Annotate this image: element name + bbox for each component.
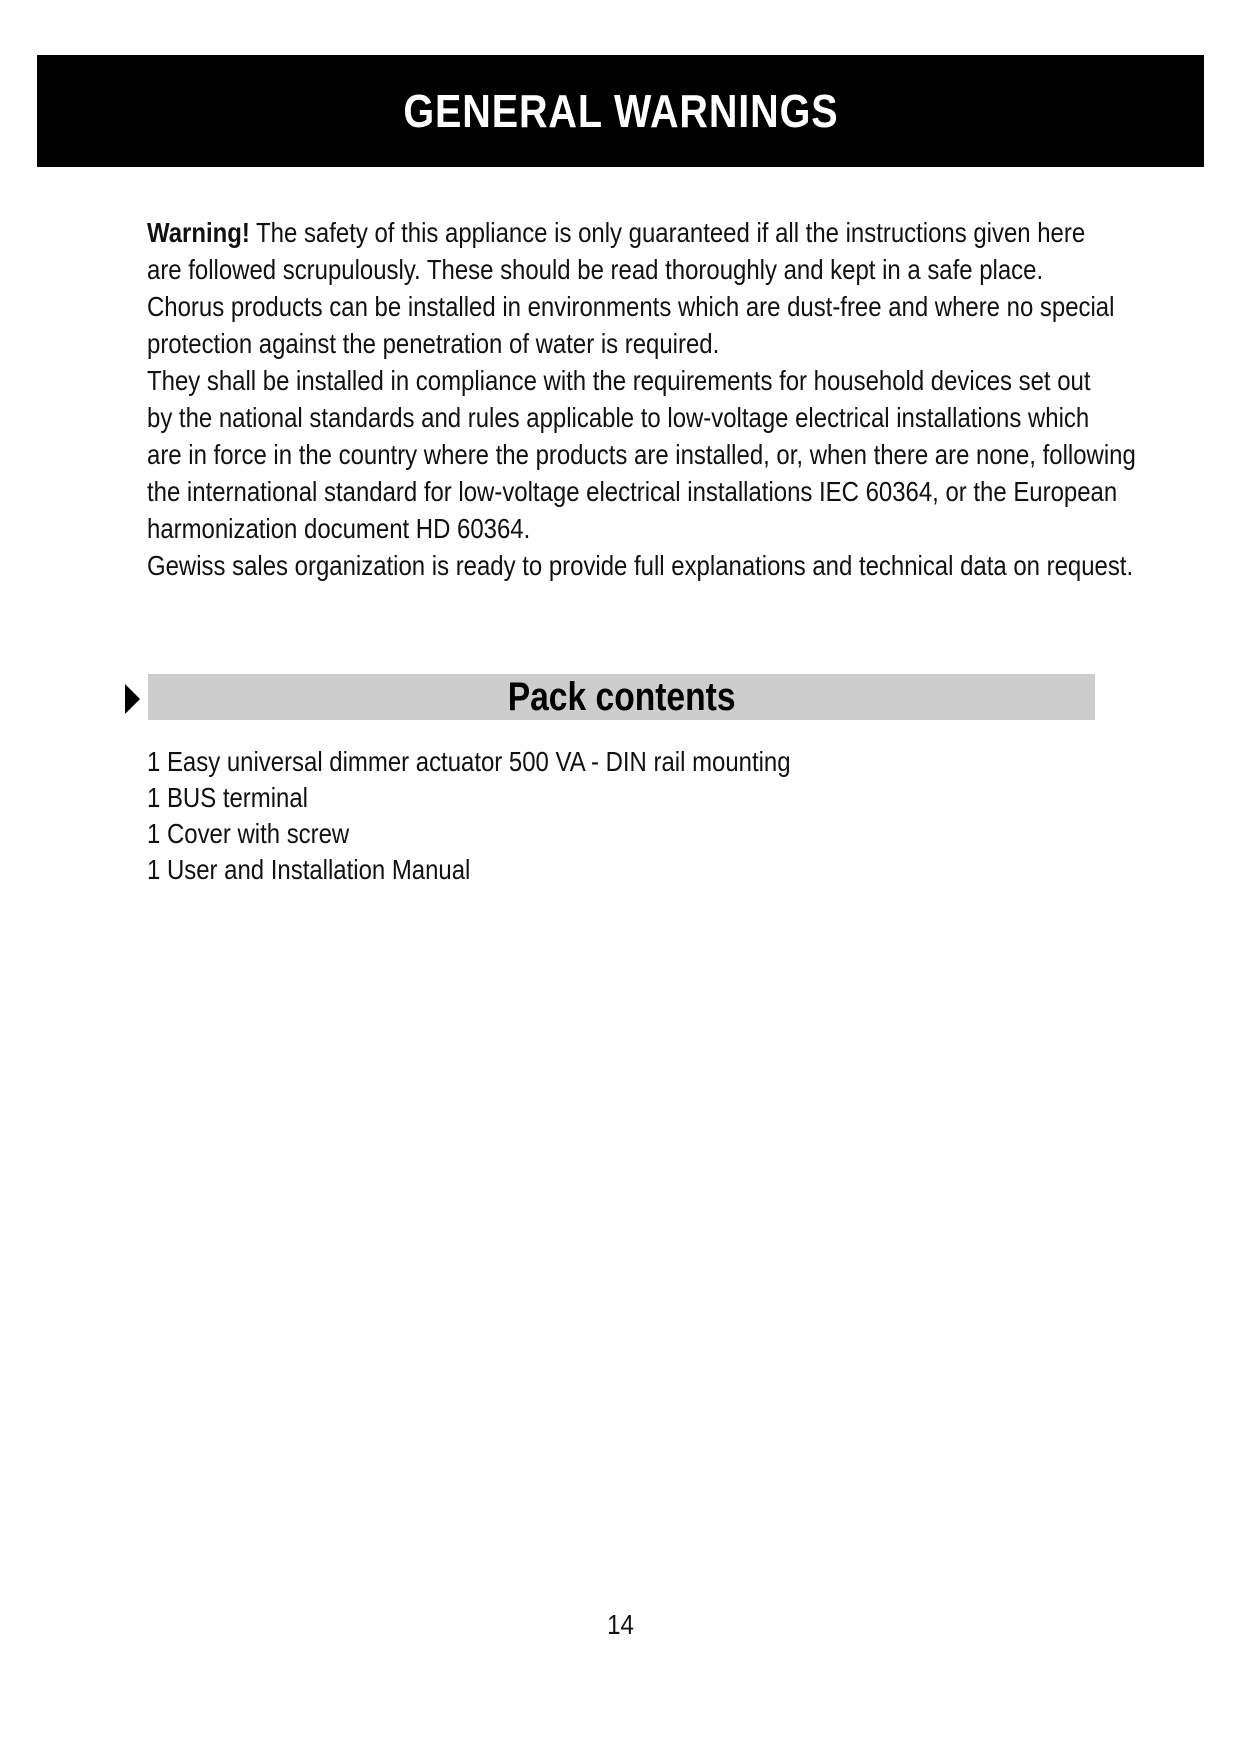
list-item: 1 BUS terminal (147, 782, 308, 813)
page-number: 14 (607, 1609, 634, 1640)
header-bar (37, 55, 1204, 167)
warning-label: Warning! (147, 217, 250, 248)
warning-line-1 (147, 214, 1086, 251)
warning-line-6: by the national standards and rules applicable to low-voltage electrical installations which (147, 402, 1090, 433)
warning-line-1-text: The safety of this appliance is only guaranteed if all the instructions given here (249, 217, 1086, 248)
list-item: 1 Cover with screw (147, 818, 350, 849)
warning-line-10: Gewiss sales organization is ready to provide full explanations and technical data on request. (147, 550, 1134, 581)
section-title: Pack contents (507, 675, 736, 719)
page-title: GENERAL WARNINGS (402, 85, 839, 137)
warning-line-8: the international standard for low-voltage electrical installations IEC 60364, or the European (147, 476, 1118, 507)
warning-line-5: They shall be installed in compliance with the requirements for household devices set out (147, 365, 1091, 396)
warning-line-2: are followed scrupulously. These should be read thoroughly and kept in a safe place. (147, 254, 1044, 285)
warning-line-4: protection against the penetration of water is required. (147, 328, 720, 359)
warning-line-9: harmonization document HD 60364. (147, 513, 531, 544)
warning-text (147, 214, 1147, 584)
list-item: 1 Easy universal dimmer actuator 500 VA - DIN rail mounting (147, 746, 791, 777)
list-item: 1 User and Installation Manual (147, 854, 471, 885)
triangle-right-icon (125, 684, 140, 714)
warning-line-3: Chorus products can be installed in environments which are dust-free and where no special (147, 291, 1115, 322)
pack-contents-header (120, 674, 1100, 722)
warning-line-7: are in force in the country where the products are installed, or, when there are none, following (147, 439, 1136, 470)
pack-contents-list (147, 744, 1047, 888)
section-title-bar (148, 674, 1095, 720)
